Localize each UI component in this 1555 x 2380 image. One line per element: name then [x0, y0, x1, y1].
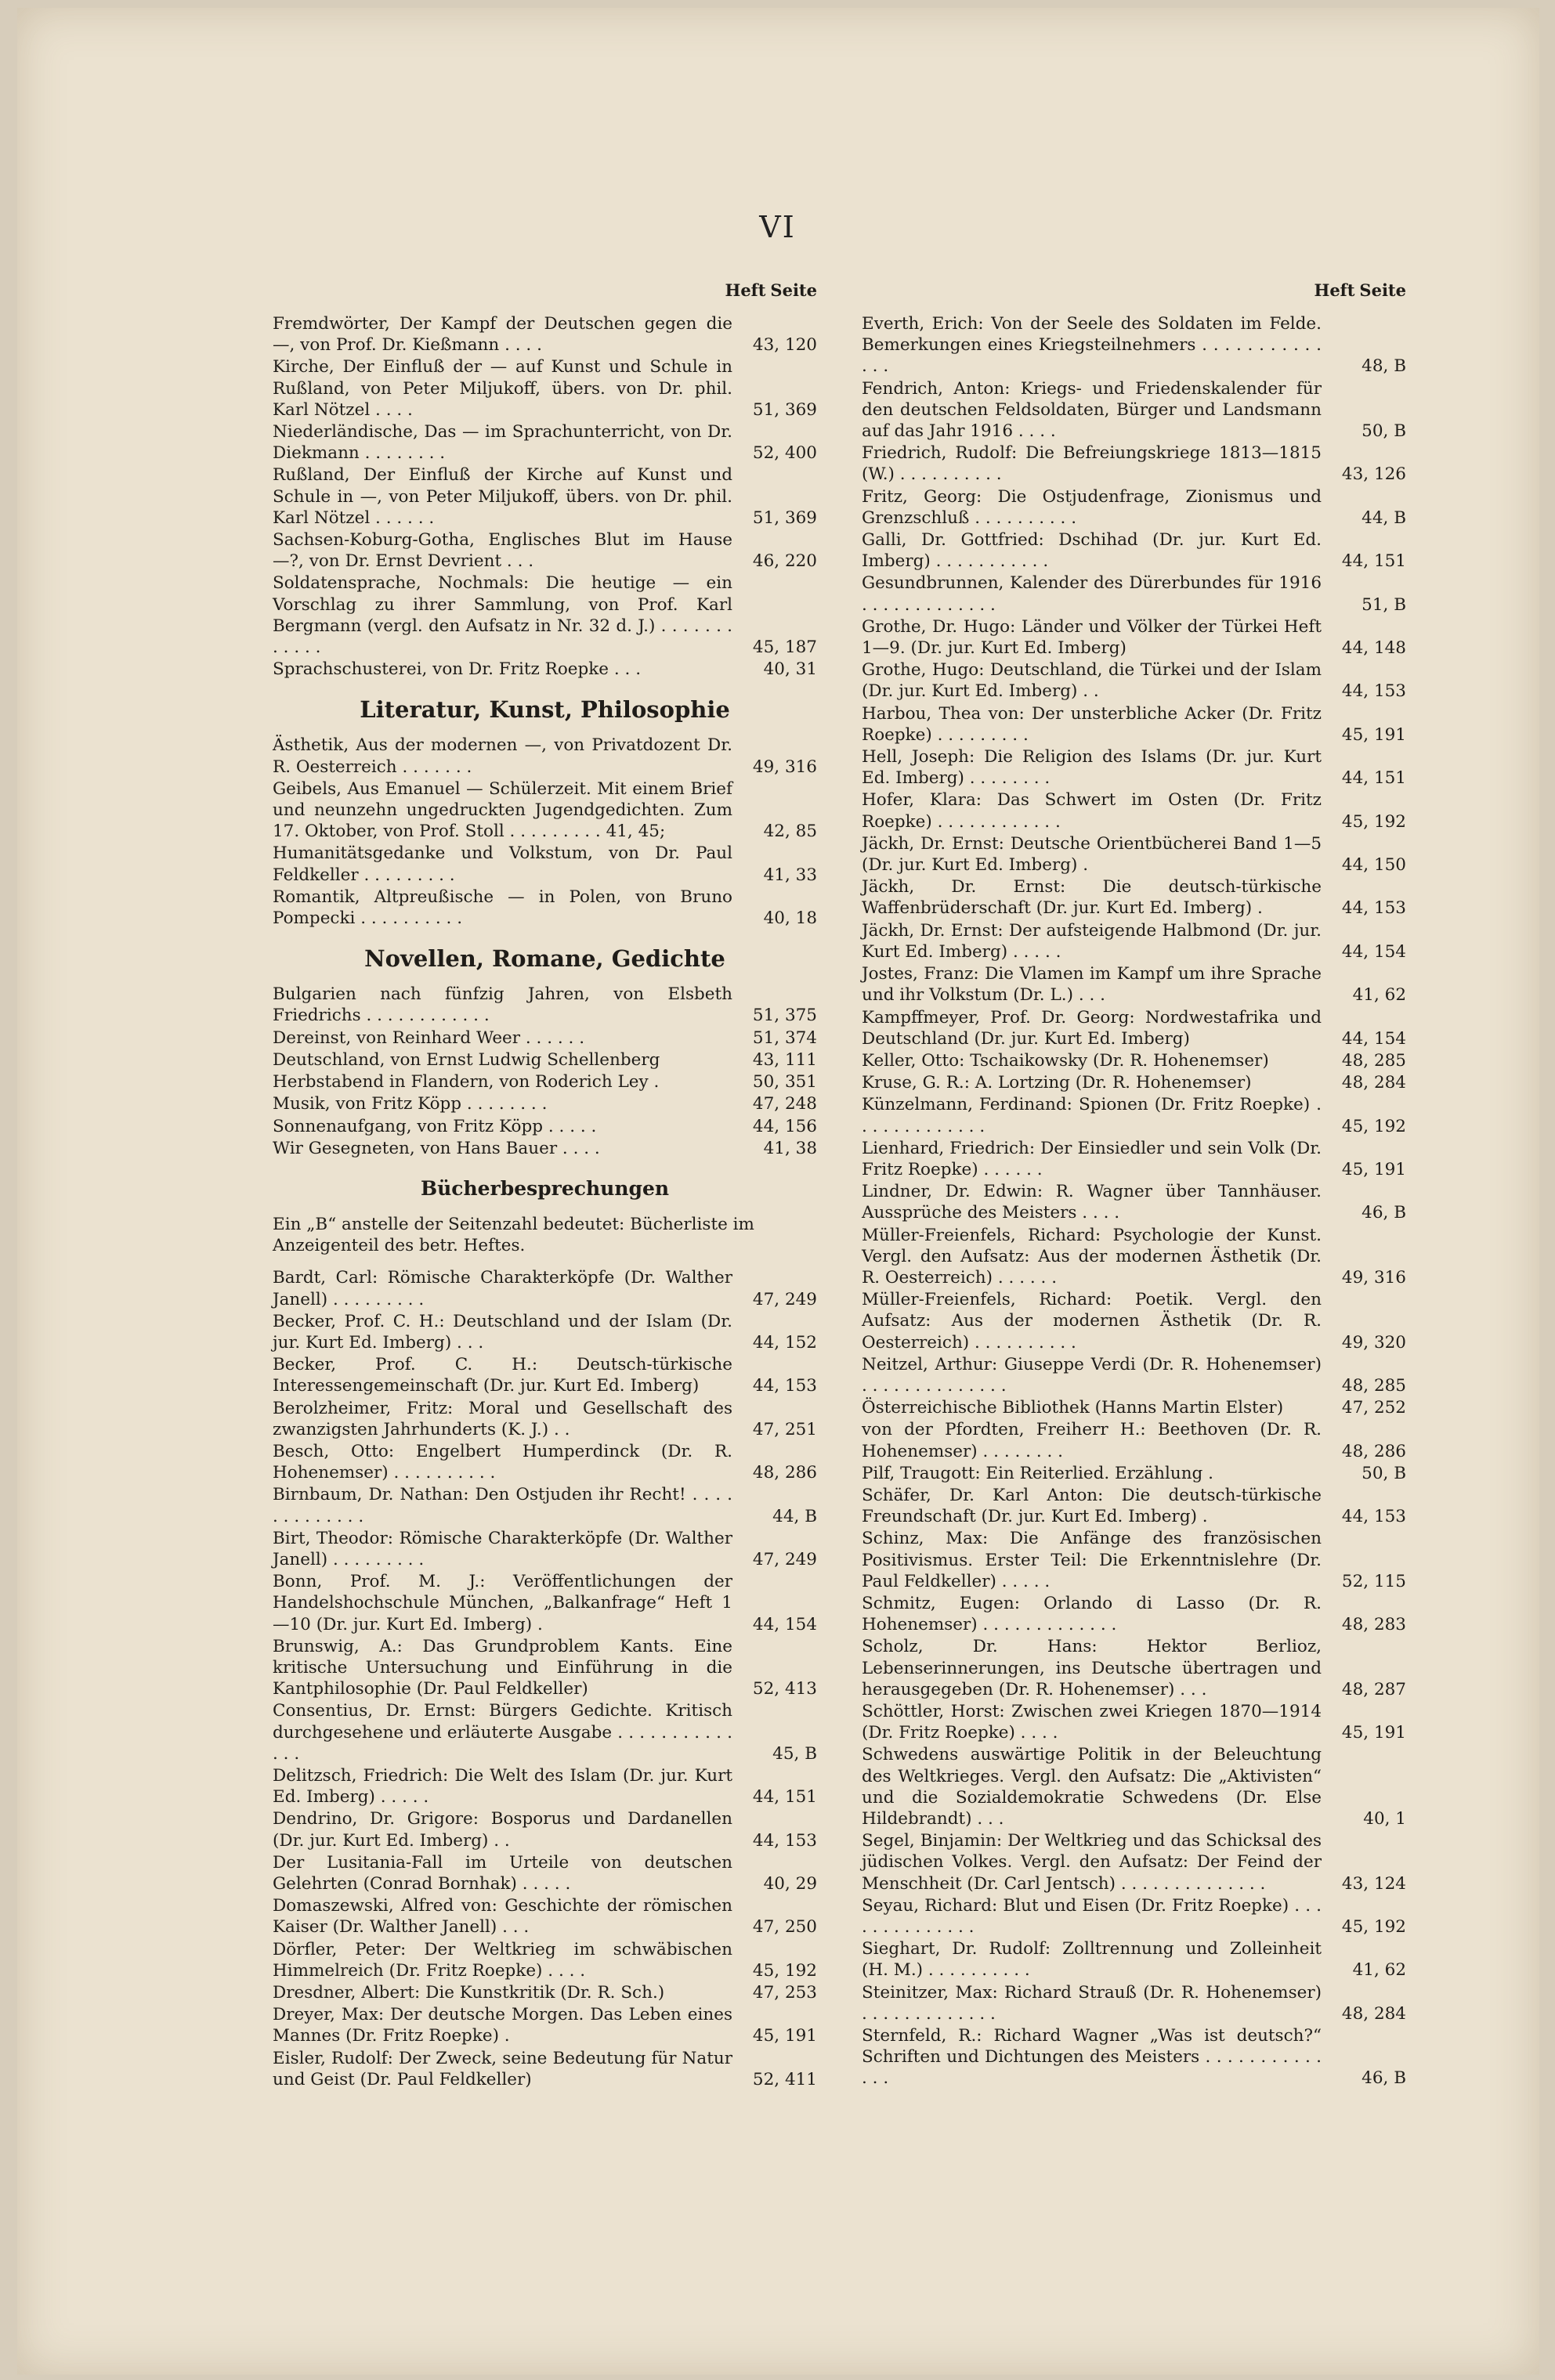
entry-text: Kampffmeyer, Prof. Dr. Georg: Nordwestafrika und Deutschland (Dr. jur. Kurt Ed. Imberg)	[862, 1007, 1322, 1049]
entry-text: Galli, Dr. Gottfried: Dschihad (Dr. jur. Kurt Ed. Imberg) . . . . . . . . . . .	[862, 530, 1322, 572]
entry-ref: 45, 192	[1341, 1917, 1406, 1938]
index-entry	[273, 1852, 817, 1894]
index-list-literatur	[273, 735, 817, 929]
entry-ref: 44, 153	[752, 1376, 817, 1396]
index-entry	[273, 572, 817, 658]
entry-text: Steinitzer, Max: Richard Strauß (Dr. R. Hohenemser) . . . . . . . . . . . . .	[862, 1982, 1322, 2024]
index-entry	[273, 464, 817, 529]
entry-ref: 46, 220	[752, 551, 817, 572]
index-entry	[273, 1571, 817, 1635]
entry-text: Müller-Freienfels, Richard: Poetik. Vergl. den Aufsatz: Aus der modernen Ästhetik (Dr. R. Oesterreich) . . . . . . . . . .	[862, 1290, 1322, 1353]
entry-text: Brunswig, A.: Das Grundproblem Kants. Eine kritische Untersuchung und Einführung in die Kantphilosophie (Dr. Paul Feldkeller)	[273, 1636, 732, 1699]
entry-text: Fendrich, Anton: Kriegs- und Friedenskalender für den deutschen Feldsoldaten, Bürger und Landsmann auf das Jahr 1916 . . . .	[862, 378, 1322, 442]
entry-text: Jäckh, Dr. Ernst: Der aufsteigende Halbmond (Dr. jur. Kurt Ed. Imberg) . . . . .	[862, 920, 1322, 962]
entry-ref: 44, 151	[1341, 768, 1406, 789]
entry-text: Besch, Otto: Engelbert Humperdinck (Dr. R. Hohenemser) . . . . . . . . . .	[273, 1441, 732, 1483]
entry-ref: 50, B	[1362, 421, 1406, 442]
entry-ref: 44, 154	[1341, 941, 1406, 962]
index-entry	[862, 1050, 1406, 1071]
entry-text: Pilf, Traugott: Ein Reiterlied. Erzählung .	[862, 1463, 1213, 1483]
entry-text: Kirche, Der Einfluß der — auf Kunst und Schule in Rußland, von Peter Miljukoff, übers. von Dr. phil. Karl Nötzel . . . .	[273, 357, 732, 420]
index-entry	[273, 1528, 817, 1570]
entry-text: Gesundbrunnen, Kalender des Dürerbundes für 1916 . . . . . . . . . . . . .	[862, 573, 1322, 615]
entry-text: Jostes, Franz: Die Vlamen im Kampf um ihre Sprache und ihr Volkstum (Dr. L.) . . .	[862, 964, 1322, 1006]
index-entry	[273, 1071, 817, 1092]
entry-text: Fremdwörter, Der Kampf der Deutschen gegen die —, von Prof. Dr. Kießmann . . . .	[273, 314, 732, 356]
entry-ref: 44, 153	[1341, 681, 1406, 702]
index-entry	[862, 1463, 1406, 1484]
index-entry	[862, 1138, 1406, 1180]
entry-text: Schöttler, Horst: Zwischen zwei Kriegen 1870—1914 (Dr. Fritz Roepke) . . . .	[862, 1702, 1322, 1743]
entry-ref: 48, 285	[1341, 1375, 1406, 1396]
entry-ref: 47, 249	[752, 1289, 817, 1309]
heft-label: Heft	[1314, 280, 1355, 300]
entry-ref: 44, B	[772, 1506, 817, 1526]
entry-text: Scholz, Dr. Hans: Hektor Berlioz, Lebenserinnerungen, ins Deutsche übertragen und herausgegeben (Dr. R. Hohenemser) . . .	[862, 1637, 1322, 1699]
entry-ref: 45, 191	[1341, 1159, 1406, 1179]
entry-text: Becker, Prof. C. H.: Deutschland und der Islam (Dr. jur. Kurt Ed. Imberg) . . .	[273, 1311, 732, 1353]
section-heading-novellen: Novellen, Romane, Gedichte	[364, 945, 725, 973]
index-entry	[862, 920, 1406, 962]
entry-ref: 46, B	[1362, 1203, 1406, 1223]
entry-text: Grothe, Dr. Hugo: Länder und Völker der Türkei Heft 1—9. (Dr. jur. Kurt Ed. Imberg)	[862, 616, 1322, 659]
index-entry	[862, 1895, 1406, 1938]
entry-ref: 52, 115	[1341, 1571, 1406, 1591]
left-column	[273, 280, 817, 2091]
entry-text: Schäfer, Dr. Karl Anton: Die deutsch-türkische Freundschaft (Dr. jur. Kurt Ed. Imberg) .	[862, 1485, 1322, 1527]
entry-ref: 48, 286	[1341, 1441, 1406, 1461]
entry-ref: 47, 252	[1341, 1398, 1406, 1418]
index-entry	[273, 843, 817, 885]
seite-label: Seite	[1359, 280, 1406, 300]
entry-ref: 40, 1	[1363, 1809, 1406, 1829]
index-entry	[862, 1982, 1406, 2024]
entry-ref: 51, B	[1362, 594, 1406, 615]
index-entry	[273, 778, 817, 843]
entry-text: Niederländische, Das — im Sprachunterricht, von Dr. Diekmann . . . . . . . .	[273, 422, 732, 464]
entry-text: Berolzheimer, Fritz: Moral und Gesellschaft des zwanzigsten Jahrhunderts (K. J.) . .	[273, 1398, 732, 1439]
index-entry	[862, 2025, 1406, 2089]
index-entry	[862, 1593, 1406, 1635]
index-entry	[862, 1289, 1406, 1353]
entry-text: Der Lusitania-Fall im Urteile von deutschen Gelehrten (Conrad Bornhak) . . . . .	[273, 1852, 732, 1894]
entry-text: Segel, Binjamin: Der Weltkrieg und das Schicksal des jüdischen Volkes. Vergl. den Aufsatz: Der Feind der Menschheit (Dr. Carl Jentsch) . . . . . . . . . . . . . .	[862, 1831, 1322, 1894]
heft-label: Heft	[725, 280, 766, 300]
entry-ref: 44, 152	[752, 1332, 817, 1353]
entry-ref: 51, 369	[752, 507, 817, 528]
index-entry	[273, 1765, 817, 1808]
entry-text: Bulgarien nach fünfzig Jahren, von Elsbeth Friedrichs . . . . . . . . . . . .	[273, 984, 732, 1026]
entry-text: Birt, Theodor: Römische Charakterköpfe (Dr. Walther Janell) . . . . . . . . .	[273, 1528, 732, 1569]
entry-text: Dendrino, Dr. Grigore: Bosporus und Dardanellen (Dr. jur. Kurt Ed. Imberg) . .	[273, 1809, 732, 1851]
section-heading-literatur: Literatur, Kunst, Philosophie	[360, 696, 730, 724]
entry-ref: 52, 413	[752, 1679, 817, 1699]
section-heading-buecher: Bücherbesprechungen	[420, 1176, 670, 1200]
entry-ref: 42, 85	[763, 822, 817, 842]
index-entry	[862, 1094, 1406, 1136]
index-entry	[862, 378, 1406, 442]
index-entry	[862, 1485, 1406, 1527]
entry-ref: 45, 191	[1341, 724, 1406, 745]
index-entry	[273, 1138, 817, 1159]
entry-ref: 44, 151	[1341, 551, 1406, 572]
entry-text: Wir Gesegneten, von Hans Bauer . . . .	[273, 1138, 600, 1158]
index-entry	[273, 1939, 817, 1981]
entry-ref: 40, 29	[763, 1874, 817, 1894]
entry-ref: 50, 351	[752, 1072, 817, 1092]
entry-text: Bardt, Carl: Römische Charakterköpfe (Dr. Walther Janell) . . . . . . . . .	[273, 1268, 732, 1309]
entry-text: Grothe, Hugo: Deutschland, die Türkei und der Islam (Dr. jur. Kurt Ed. Imberg) . .	[862, 660, 1322, 702]
entry-text: Hofer, Klara: Das Schwert im Osten (Dr. Fritz Roepke) . . . . . . . . . . . .	[862, 790, 1322, 832]
index-entry	[273, 1484, 817, 1526]
index-entry	[862, 1397, 1406, 1418]
entry-ref: 47, 250	[752, 1917, 817, 1938]
entry-text: Österreichische Bibliothek (Hanns Martin Elster)	[862, 1398, 1284, 1418]
entry-ref: 48, 283	[1341, 1615, 1406, 1635]
entry-text: Harbou, Thea von: Der unsterbliche Acker (Dr. Fritz Roepke) . . . . . . . . .	[862, 703, 1322, 745]
index-entry	[273, 1116, 817, 1137]
entry-text: Ästhetik, Aus der modernen —, von Privatdozent Dr. R. Oesterreich . . . . . . .	[273, 735, 732, 777]
entry-ref: 44, 156	[752, 1116, 817, 1136]
index-entry	[862, 703, 1406, 746]
index-entry	[862, 963, 1406, 1006]
entry-ref: 52, 411	[752, 2069, 817, 2089]
entry-text: Birnbaum, Dr. Nathan: Den Ostjuden ihr Recht! . . . . . . . . . . . . .	[273, 1485, 732, 1526]
entry-text: Sieghart, Dr. Rudolf: Zolltrennung und Zolleinheit (H. M.) . . . . . . . . . .	[862, 1939, 1322, 1981]
index-list-novellen	[273, 984, 817, 1159]
entry-ref: 49, 320	[1341, 1332, 1406, 1353]
index-list-buecher-cont	[862, 313, 1406, 2089]
entry-text: Jäckh, Dr. Ernst: Deutsche Orientbücherei Band 1—5 (Dr. jur. Kurt Ed. Imberg) .	[862, 833, 1322, 876]
index-entry	[862, 1007, 1406, 1049]
index-entry	[862, 876, 1406, 919]
entry-text: Seyau, Richard: Blut und Eisen (Dr. Fritz Roepke) . . . . . . . . . . . . . .	[862, 1895, 1322, 1938]
index-entry	[273, 1441, 817, 1483]
index-entry	[862, 789, 1406, 832]
entry-ref: 51, 374	[752, 1027, 817, 1048]
entry-ref: 43, 120	[752, 335, 817, 356]
index-entry	[273, 1027, 817, 1049]
entry-ref: 41, 33	[763, 865, 817, 885]
entry-text: Neitzel, Arthur: Giuseppe Verdi (Dr. R. Hohenemser) . . . . . . . . . . . . . .	[862, 1354, 1322, 1396]
entry-ref: 41, 38	[763, 1138, 817, 1158]
entry-ref: 47, 248	[752, 1094, 817, 1114]
index-entry	[273, 313, 817, 356]
index-entry	[862, 1830, 1406, 1894]
entry-ref: 49, 316	[1341, 1267, 1406, 1288]
entry-ref: 49, 316	[752, 757, 817, 777]
entry-ref: 44, B	[1362, 507, 1406, 528]
entry-ref: 45, 191	[752, 2026, 817, 2046]
index-entry	[273, 1700, 817, 1764]
entry-text: Geibels, Aus Emanuel — Schülerzeit. Mit einem Brief und neunzehn ungedruckten Jugendgedichten. Zum 17. Oktober, von Prof. Stoll . . . . . . . . . 41, 45;	[273, 778, 732, 842]
index-entry	[273, 1636, 817, 1700]
index-entry	[273, 356, 817, 421]
entry-ref: 41, 62	[1352, 985, 1406, 1006]
entry-text: Romantik, Altpreußische — in Polen, von Bruno Pompecki . . . . . . . . . .	[273, 887, 732, 929]
entry-ref: 40, 18	[763, 908, 817, 929]
entry-ref: 45, 192	[752, 1960, 817, 1981]
entry-ref: 48, B	[1362, 356, 1406, 377]
index-entry	[862, 1938, 1406, 1981]
entry-ref: 51, 375	[752, 1006, 817, 1026]
index-entry	[862, 572, 1406, 615]
index-entry	[862, 659, 1406, 702]
entry-ref: 50, B	[1362, 1463, 1406, 1483]
entry-ref: 47, 253	[752, 1983, 817, 2003]
entry-ref: 44, 154	[752, 1614, 817, 1634]
index-entry	[273, 529, 817, 572]
entry-text: Domaszewski, Alfred von: Geschichte der römischen Kaiser (Dr. Walther Janell) . . .	[273, 1896, 732, 1938]
index-list-sprache	[273, 313, 817, 680]
entry-text: Schwedens auswärtige Politik in der Beleuchtung des Weltkrieges. Vergl. den Aufsatz: Die „Aktivisten“ und die Sozialdemokratie Schwedens (Dr. Else Hildebrandt) . . .	[862, 1745, 1322, 1829]
entry-text: Sprachschusterei, von Dr. Fritz Roepke . . .	[273, 659, 642, 680]
entry-text: Consentius, Dr. Ernst: Bürgers Gedichte. Kritisch durchgesehene und erläuterte Ausgabe . . . . . . . . . . . . . .	[273, 1701, 732, 1764]
entry-ref: 44, 151	[752, 1787, 817, 1808]
index-entry	[273, 1982, 817, 2003]
column-header	[862, 280, 1406, 313]
index-entry	[273, 1398, 817, 1440]
index-list-buecher	[273, 1267, 817, 2090]
index-entry	[862, 1419, 1406, 1461]
index-entry	[273, 421, 817, 464]
index-entry	[273, 1049, 817, 1071]
entry-ref: 52, 400	[752, 443, 817, 464]
index-entry	[862, 1354, 1406, 1396]
index-entry	[273, 659, 817, 680]
entry-text: Deutschland, von Ernst Ludwig Schellenberg	[273, 1049, 660, 1070]
entry-ref: 48, 284	[1341, 1073, 1406, 1093]
entry-text: Everth, Erich: Von der Seele des Soldaten im Felde. Bemerkungen eines Kriegsteilnehmers . . . . . . . . . . . . . .	[862, 314, 1322, 377]
entry-text: Dreyer, Max: Der deutsche Morgen. Das Leben eines Mannes (Dr. Fritz Roepke) .	[273, 2005, 732, 2046]
entry-ref: 45, 191	[1341, 1723, 1406, 1743]
entry-ref: 43, 111	[752, 1049, 817, 1070]
index-entry	[273, 984, 817, 1026]
index-entry	[862, 486, 1406, 529]
index-entry	[273, 1354, 817, 1396]
entry-text: Sachsen-Koburg-Gotha, Englisches Blut im Hause —?, von Dr. Ernst Devrient . . .	[273, 530, 732, 572]
index-entry	[862, 746, 1406, 789]
entry-ref: 45, 187	[752, 637, 817, 658]
buecher-note: Ein „B“ anstelle der Seitenzahl bedeutet: Bücherliste im Anzeigenteil des betr. Heftes.	[273, 1214, 754, 1256]
index-entry	[862, 313, 1406, 377]
index-entry	[862, 1181, 1406, 1223]
index-entry	[862, 442, 1406, 485]
entry-text: Dereinst, von Reinhard Weer . . . . . .	[273, 1027, 585, 1048]
entry-ref: 45, B	[772, 1743, 817, 1764]
entry-ref: 40, 31	[763, 659, 817, 680]
entry-ref: 44, 154	[1341, 1028, 1406, 1049]
entry-text: Humanitätsgedanke und Volkstum, von Dr. Paul Feldkeller . . . . . . . . .	[273, 843, 732, 885]
entry-ref: 47, 251	[752, 1419, 817, 1439]
index-entry	[273, 1808, 817, 1851]
entry-text: Lindner, Dr. Edwin: R. Wagner über Tannhäuser. Aussprüche des Meisters . . . .	[862, 1182, 1322, 1223]
entry-ref: 45, 192	[1341, 811, 1406, 832]
index-entry	[273, 1895, 817, 1938]
entry-text: von der Pfordten, Freiherr H.: Beethoven (Dr. R. Hohenemser) . . . . . . . .	[862, 1420, 1322, 1461]
column-header	[273, 280, 817, 313]
entry-text: Musik, von Fritz Köpp . . . . . . . .	[273, 1094, 548, 1114]
entry-ref: 44, 150	[1341, 855, 1406, 876]
seite-label: Seite	[770, 280, 817, 300]
index-entry	[862, 1636, 1406, 1700]
entry-text: Herbstabend in Flandern, von Roderich Ley .	[273, 1072, 660, 1092]
entry-ref: 44, 153	[1341, 898, 1406, 919]
entry-ref: 45, 192	[1341, 1116, 1406, 1136]
entry-ref: 46, B	[1362, 2068, 1406, 2089]
index-entry	[273, 1267, 817, 1309]
entry-ref: 44, 153	[752, 1830, 817, 1851]
index-entry	[862, 1528, 1406, 1592]
right-column	[862, 280, 1406, 2090]
entry-text: Soldatensprache, Nochmals: Die heutige — ein Vorschlag zu ihrer Sammlung, von Prof. Karl Bergmann (vergl. den Aufsatz in Nr. 32 d. J.) . . . . . . . . . . . .	[273, 573, 732, 658]
entry-text: Kruse, G. R.: A. Lortzing (Dr. R. Hohenemser)	[862, 1073, 1252, 1093]
entry-text: Rußland, Der Einfluß der Kirche auf Kunst und Schule in —, von Peter Miljukoff, übers. von Dr. phil. Karl Nötzel . . . . . .	[273, 465, 732, 528]
entry-ref: 41, 62	[1352, 1960, 1406, 1981]
index-entry	[273, 1311, 817, 1353]
index-entry	[273, 2048, 817, 2090]
entry-text: Fritz, Georg: Die Ostjudenfrage, Zionismus und Grenzschluß . . . . . . . . . .	[862, 486, 1322, 528]
entry-text: Friedrich, Rudolf: Die Befreiungskriege 1813—1815 (W.) . . . . . . . . . .	[862, 443, 1322, 485]
entry-ref: 43, 126	[1341, 464, 1406, 485]
entry-ref: 44, 153	[1341, 1507, 1406, 1527]
entry-text: Delitzsch, Friedrich: Die Welt des Islam (Dr. jur. Kurt Ed. Imberg) . . . . .	[273, 1765, 732, 1808]
entry-text: Schmitz, Eugen: Orlando di Lasso (Dr. R. Hohenemser) . . . . . . . . . . . . .	[862, 1593, 1322, 1635]
entry-text: Jäckh, Dr. Ernst: Die deutsch-türkische Waffenbrüderschaft (Dr. jur. Kurt Ed. Imberg) .	[862, 877, 1322, 919]
index-entry	[862, 1072, 1406, 1093]
entry-text: Becker, Prof. C. H.: Deutsch-türkische Interessengemeinschaft (Dr. jur. Kurt Ed. Imberg)	[273, 1355, 732, 1396]
entry-text: Dresdner, Albert: Die Kunstkritik (Dr. R. Sch.)	[273, 1983, 665, 2003]
entry-ref: 51, 369	[752, 399, 817, 420]
entry-ref: 43, 124	[1341, 1873, 1406, 1894]
index-entry	[862, 833, 1406, 876]
index-entry	[273, 735, 817, 777]
entry-ref: 44, 148	[1341, 638, 1406, 659]
entry-text: Künzelmann, Ferdinand: Spionen (Dr. Fritz Roepke) . . . . . . . . . . . . .	[862, 1095, 1322, 1136]
entry-text: Müller-Freienfels, Richard: Psychologie der Kunst. Vergl. den Aufsatz: Aus der modernen Ästhetik (Dr. R. Oesterreich) . . . . . .	[862, 1225, 1322, 1288]
index-entry	[862, 616, 1406, 659]
entry-text: Dörfler, Peter: Der Weltkrieg im schwäbischen Himmelreich (Dr. Fritz Roepke) . . . .	[273, 1939, 732, 1981]
entry-text: Keller, Otto: Tschaikowsky (Dr. R. Hohenemser)	[862, 1050, 1269, 1071]
entry-ref: 48, 286	[752, 1463, 817, 1483]
entry-text: Bonn, Prof. M. J.: Veröffentlichungen der Handelshochschule München, „Balkanfrage“ Heft 1—10 (Dr. jur. Kurt Ed. Imberg) .	[273, 1572, 732, 1634]
entry-text: Sternfeld, R.: Richard Wagner „Was ist deutsch?“ Schriften und Dichtungen des Meisters . . . . . . . . . . . . . .	[862, 2026, 1322, 2089]
index-entry	[862, 1744, 1406, 1829]
index-entry	[273, 1093, 817, 1114]
index-entry	[862, 1701, 1406, 1743]
entry-ref: 48, 285	[1341, 1050, 1406, 1071]
page-number: VI	[759, 210, 796, 244]
entry-text: Schinz, Max: Die Anfänge des französischen Positivismus. Erster Teil: Die Erkenntnislehre (Dr. Paul Feldkeller) . . . . .	[862, 1529, 1322, 1591]
index-entry	[273, 887, 817, 929]
entry-text: Eisler, Rudolf: Der Zweck, seine Bedeutung für Natur und Geist (Dr. Paul Feldkeller)	[273, 2048, 732, 2089]
entry-text: Sonnenaufgang, von Fritz Köpp . . . . .	[273, 1116, 597, 1136]
index-entry	[273, 2004, 817, 2046]
entry-text: Lienhard, Friedrich: Der Einsiedler und sein Volk (Dr. Fritz Roepke) . . . . . .	[862, 1138, 1322, 1179]
index-entry	[862, 529, 1406, 572]
entry-ref: 48, 284	[1341, 2003, 1406, 2024]
index-entry	[862, 1225, 1406, 1289]
entry-ref: 47, 249	[752, 1549, 817, 1569]
entry-text: Hell, Joseph: Die Religion des Islams (Dr. jur. Kurt Ed. Imberg) . . . . . . . .	[862, 747, 1322, 789]
entry-ref: 48, 287	[1341, 1679, 1406, 1699]
